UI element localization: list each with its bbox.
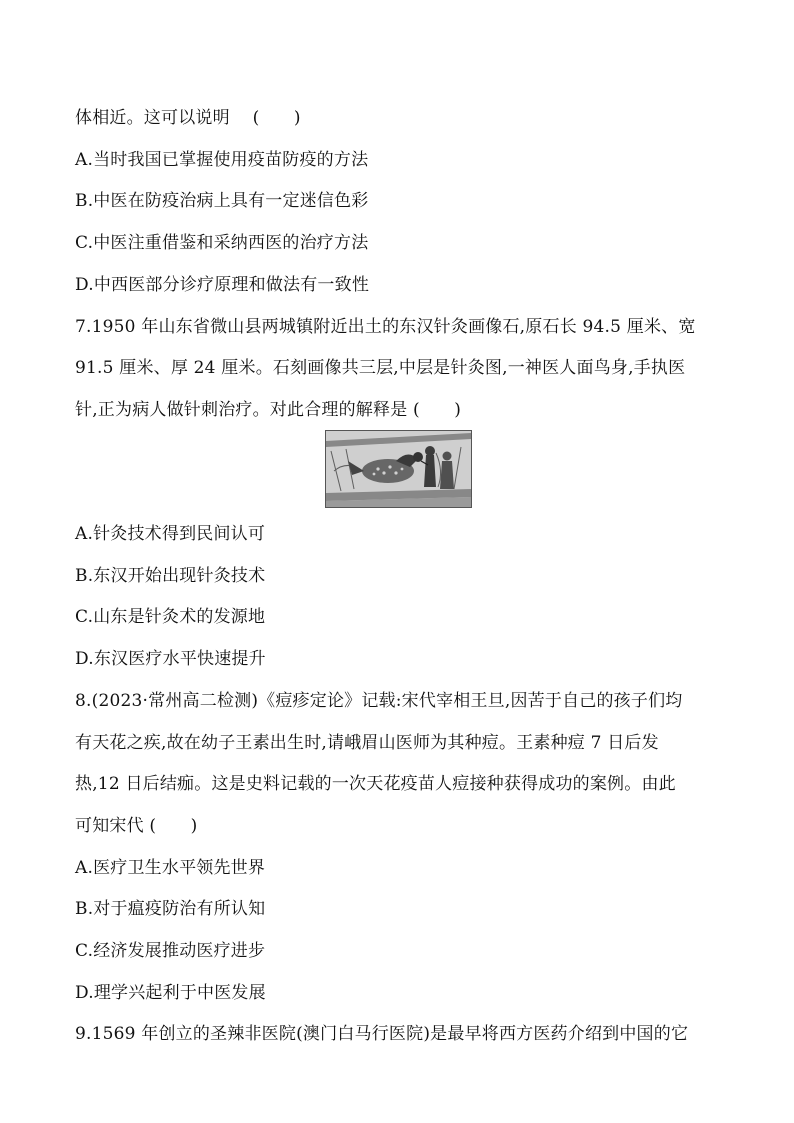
q8-stem-line-2: 有天花之疾,故在幼子王素出生时,请峨眉山医师为其种痘。王素种痘 7 日后发 <box>75 733 659 753</box>
q7-stem-line-1: 7.1950 年山东省微山县两城镇附近出土的东汉针灸画像石,原石长 94.5 厘米、宽 <box>75 317 696 337</box>
q8-stem-line-1: 8.(2023·常州高二检测)《痘疹定论》记载:宋代宰相王旦,因苦于自己的孩子们均 <box>75 691 683 711</box>
q7-option-a: A.针灸技术得到民间认可 <box>75 524 266 544</box>
q8-stem-line-3: 热,12 日后结痂。这是史料记载的一次天花疫苗人痘接种获得成功的案例。由此 <box>75 774 676 794</box>
q6-stem-tail: 体相近。这可以说明 ( ) <box>75 108 301 128</box>
q9-stem-line-1: 9.1569 年创立的圣辣非医院(澳门白马行医院)是最早将西方医药介绍到中国的它 <box>75 1024 689 1044</box>
q7-option-b: B.东汉开始出现针灸技术 <box>75 566 266 586</box>
q7-option-d: D.东汉医疗水平快速提升 <box>75 649 266 669</box>
q8-option-a: A.医疗卫生水平领先世界 <box>75 858 266 878</box>
stone-relief-acupuncture-image <box>325 430 472 508</box>
q6-option-d: D.中西医部分诊疗原理和做法有一致性 <box>75 275 370 295</box>
q8-stem-line-4: 可知宋代 ( ) <box>75 816 198 836</box>
q7-option-c: C.山东是针灸术的发源地 <box>75 607 266 627</box>
q6-option-c: C.中医注重借鉴和采纳西医的治疗方法 <box>75 233 369 253</box>
q7-stem-line-3: 针,正为病人做针刺治疗。对此合理的解释是 ( ) <box>75 400 462 420</box>
q6-option-b: B.中医在防疫治病上具有一定迷信色彩 <box>75 191 369 211</box>
q7-stem-line-2: 91.5 厘米、厚 24 厘米。石刻画像共三层,中层是针灸图,一神医人面鸟身,手执医 <box>75 358 686 378</box>
q8-option-d: D.理学兴起利于中医发展 <box>75 983 266 1003</box>
q8-option-c: C.经济发展推动医疗进步 <box>75 941 266 961</box>
q8-option-b: B.对于瘟疫防治有所认知 <box>75 899 266 919</box>
q6-option-a: A.当时我国已掌握使用疫苗防疫的方法 <box>75 150 369 170</box>
